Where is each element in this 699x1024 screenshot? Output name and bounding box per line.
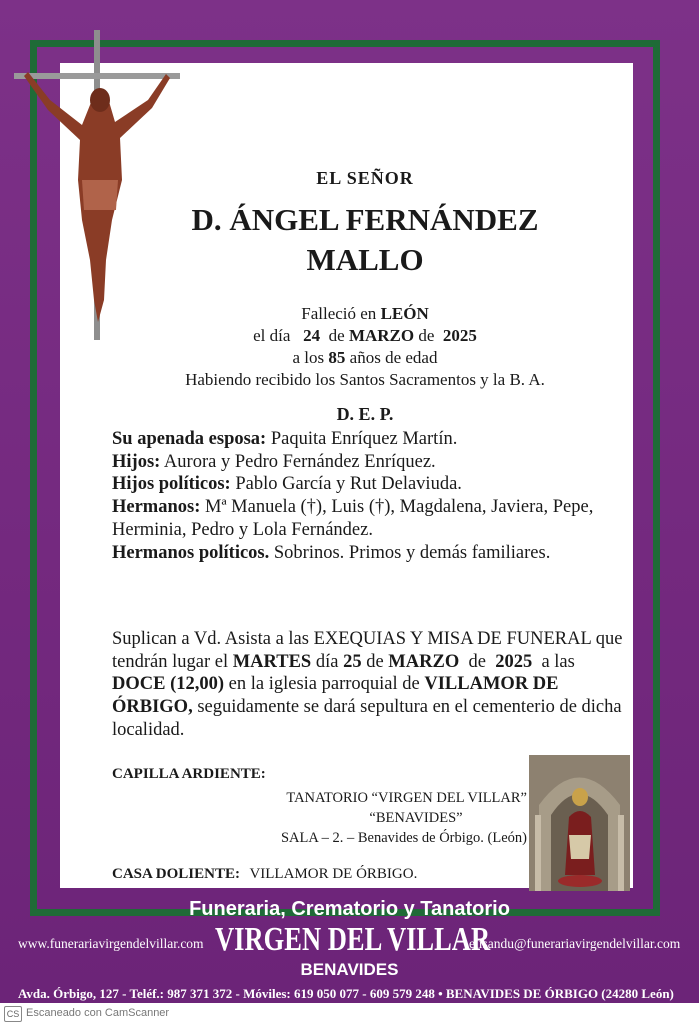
casa-doliente: [112, 866, 417, 883]
siblings-line: Hermanos: Mª Manuela (†), Luis (†), Magdalena, Javiera, Pepe, Herminia, Pedro y Lola Fernández.: [112, 497, 594, 540]
funeral-year: 2025: [495, 651, 533, 672]
deceased-name: [60, 200, 670, 280]
camscanner-logo-icon: CS: [4, 1006, 22, 1022]
footer-title: Funeraria, Crematorio y Tanatorio: [189, 898, 510, 920]
funeral-village: VILLAMOR DE ÓRBIGO,: [112, 674, 559, 718]
death-place-line: [60, 303, 670, 325]
died-in-label: Falleció en: [301, 304, 377, 323]
funeral-time: DOCE (12,00): [112, 674, 225, 695]
death-place: LEÓN: [380, 304, 429, 323]
title-senor: EL SEÑOR: [316, 168, 414, 188]
age-value: 85: [328, 348, 346, 367]
death-date-line: [60, 325, 670, 347]
casa-value: VILLAMOR DE ÓRBIGO.: [249, 866, 418, 882]
de-2: de: [418, 326, 435, 345]
footer-address: Avda. Órbigo, 127 - Teléf.: 987 371 372 - Móviles: 619 050 077 - 609 579 248 • BENAVIDES DE ÓRBIGO (24280 León): [18, 986, 674, 1001]
chapel-line2: “BENAVIDES”: [369, 810, 463, 826]
sacraments-line: Habiendo recibido los Santos Sacramentos y la B. A.: [185, 370, 545, 389]
footer-brand: VIRGEN DEL VILLAR: [215, 921, 491, 958]
deceased-name-line2: MALLO: [306, 242, 424, 277]
deceased-name-line1: D. ÁNGEL FERNÁNDEZ: [191, 202, 539, 237]
wife-line: Su apenada esposa: Paquita Enríquez Martín.: [112, 429, 458, 449]
age-line: [60, 347, 670, 369]
age-suffix: años de edad: [349, 348, 438, 367]
funeral-weekday: MARTES: [232, 651, 312, 672]
funeral-month: MARZO: [388, 651, 460, 672]
death-year: 2025: [442, 326, 477, 345]
chapel-label: CAPILLA ARDIENTE:: [112, 766, 266, 782]
age-prefix: a los: [292, 348, 325, 367]
day-label: el día: [253, 326, 291, 345]
footer-email-link[interactable]: elisandu@funerariavirgendelvillar.com: [469, 936, 681, 951]
de-1: de: [328, 326, 345, 345]
footer-website-link[interactable]: www.funerariavirgendelvillar.com: [18, 936, 204, 951]
in-laws-line: Hijos políticos: Pablo García y Rut Delaviuda.: [112, 474, 462, 495]
casa-label: CASA DOLIENTE:: [112, 866, 240, 882]
chapel-line3: SALA – 2. – Benavides de Órbigo. (León): [280, 830, 527, 846]
dep: D. E. P.: [336, 404, 394, 424]
sibling-in-laws-line: Hermanos políticos. Sobrinos. Primos y demás familiares.: [112, 542, 551, 563]
footer-town: BENAVIDES: [300, 960, 399, 979]
virgin-statue-image: [529, 755, 630, 891]
chapel-details: [215, 788, 527, 848]
death-month: MARZO: [348, 326, 415, 345]
children-line: Hijos: Aurora y Pedro Fernández Enríquez.: [112, 451, 436, 472]
chapel-line1: TANATORIO “VIRGEN DEL VILLAR”: [286, 790, 527, 806]
funeral-day: 25: [343, 651, 362, 672]
family-list: [112, 428, 632, 564]
death-day: 24: [303, 326, 321, 345]
scanner-bar: [0, 1003, 699, 1024]
funeral-paragraph: Suplican a Vd. Asista a las EXEQUIAS Y MISA DE FUNERAL que tendrán lugar el MARTES día 25 de MARZO de 2025 a las DOCE (12,00) en la iglesia parroquial de VILLAMOR DE ÓRBIGO, seguidamente se dará sepultura en el cementerio de dicha localidad.: [112, 629, 623, 740]
crucifix-icon: [20, 60, 180, 330]
scanner-text: Escaneado con CamScanner: [26, 1007, 170, 1019]
